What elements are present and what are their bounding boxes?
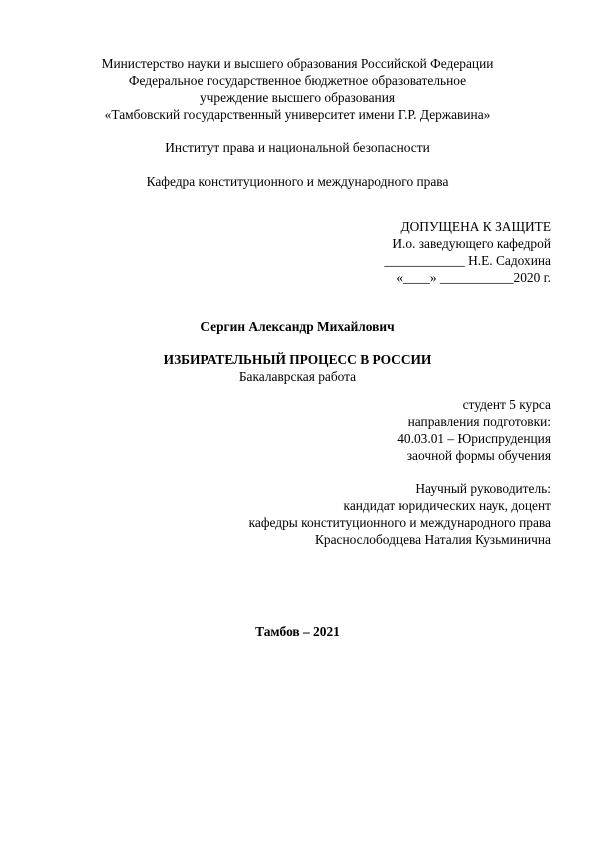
student-direction-label: направления подготовки:: [407, 414, 551, 429]
student-course: студент 5 курса: [462, 397, 551, 412]
work-type: Бакалаврская работа: [238, 369, 357, 384]
approval-signature-line: ____________ Н.Е. Садохина: [384, 253, 551, 268]
approval-position: И.о. заведующего кафедрой: [392, 236, 551, 251]
ministry-line: Министерство науки и высшего образования Российской Федерации: [101, 56, 494, 71]
work-title: ИЗБИРАТЕЛЬНЫЙ ПРОЦЕСС В РОССИИ: [163, 352, 432, 367]
university-name: «Тамбовский государственный университет имени Г.Р. Державина»: [104, 107, 491, 122]
supervisor-label: Научный руководитель:: [415, 481, 551, 496]
city-year: Тамбов – 2021: [255, 624, 340, 639]
institution-type-line: Федеральное государственное бюджетное образовательное: [128, 73, 467, 88]
approval-heading: ДОПУЩЕНА К ЗАЩИТЕ: [400, 219, 551, 234]
student-direction-code: 40.03.01 – Юриспруденция: [397, 431, 551, 446]
department-name: Кафедра конституционного и международного права: [146, 174, 449, 189]
supervisor-degree: кандидат юридических наук, доцент: [343, 498, 551, 513]
supervisor-department: кафедры конституционного и международного права: [248, 515, 551, 530]
institution-level-line: учреждение высшего образования: [199, 90, 396, 105]
supervisor-name: Краснослободцева Наталия Кузьминична: [314, 532, 551, 547]
approval-date-line: «____» ___________2020 г.: [396, 270, 551, 285]
student-study-form: заочной формы обучения: [406, 448, 551, 463]
author-name: Сергин Александр Михайлович: [200, 319, 395, 334]
institute-name: Институт права и национальной безопасности: [165, 140, 430, 155]
